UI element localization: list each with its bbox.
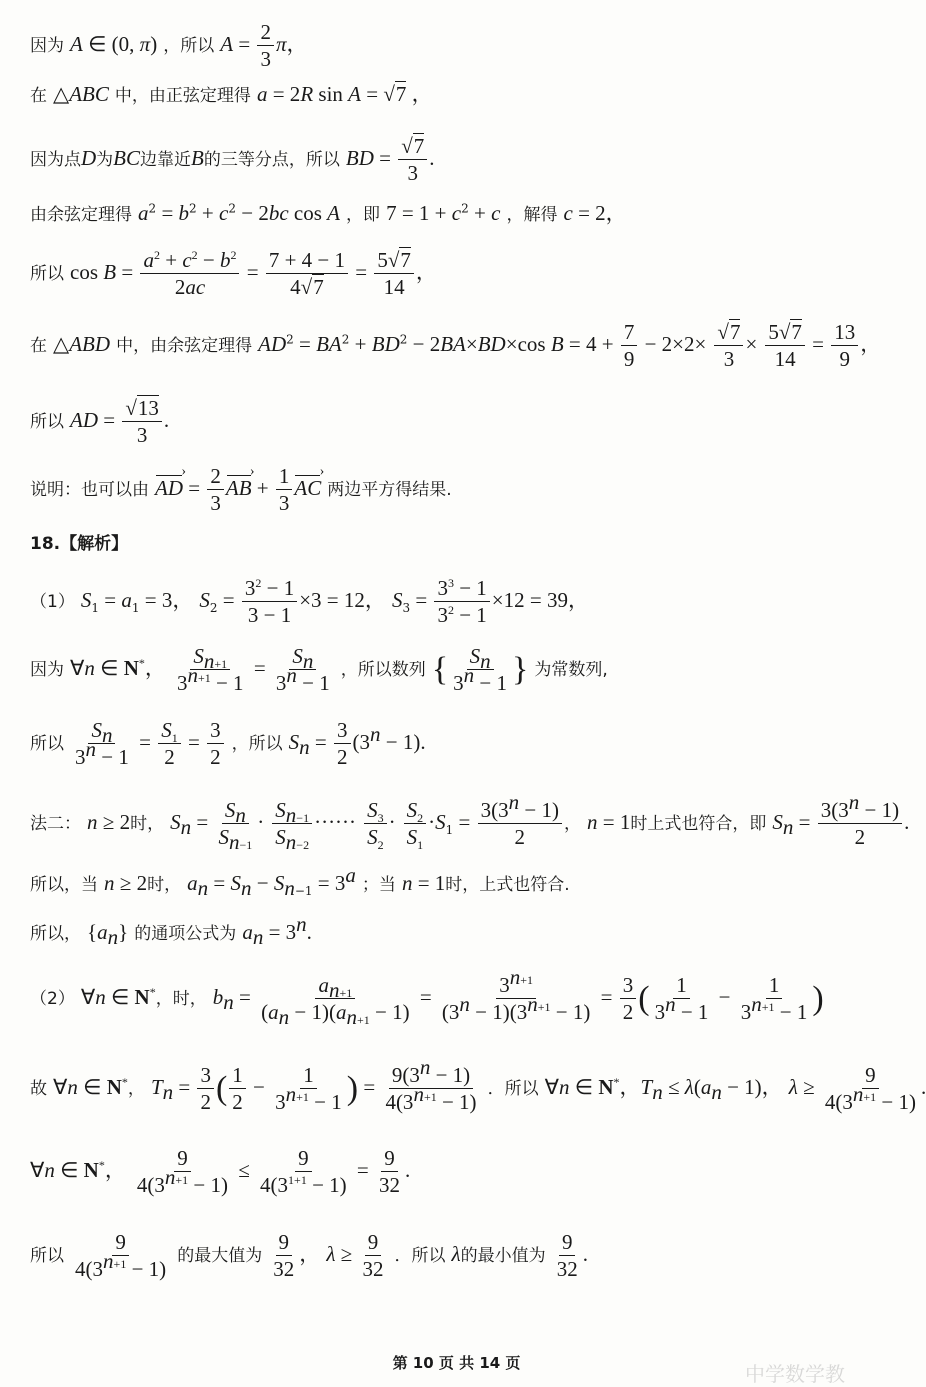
- line-general-term: 所以， $\{a_n\}$ 的通项公式为 $a_n = 3^n$.: [30, 912, 312, 949]
- line-cosine-law-c: 由余弦定理得 $a^2 = b^2 + c^2 - 2bc$ cos A ，即 $7 = 1 + c^2 + c$ ，解得 c = 2，: [30, 201, 627, 225]
- line-part2-bn: （2） ∀n ∈ N*，时， $b_n$ = $\frac{a_{n+1}}{(a_n - 1)(a_{n+1} - 1)}$ = $\frac{3^{n+1}}{(3^n - 1)(3^{n+1} - 1)}$ = $\frac{3}{2}$ ( $\frac{1}{3^n - 1}$ − $\frac{1}{3^{n+1} - 1}$ ): [30, 965, 824, 1030]
- line-cosB: 所以 cos B = $\frac{a^2 + c^2 - b^2}{2ac}$ = $\frac{7 + 4 - 1}{4√7}$ = $\frac{5√7}{14}$ ，: [30, 248, 437, 299]
- watermark: 中学数学教: [745, 1362, 845, 1386]
- line-conclusion: 所以 $\frac{9}{4(3^{n+1} - 1)}$ 的最大值为 $\frac{9}{32}$ ， λ ≥ $\frac{9}{32}$ ．所以 λ的最小值为 $\frac{9}{32}$ .: [30, 1230, 588, 1281]
- line-AD-squared: 在 △ABD 中，由余弦定理得 $AD^2 = BA^2 + BD^2 - 2BA\times BD\times\cos$ B = 4 + $\frac{7}{9}$ − 2×2× $\frac{√7}{3}$ × $\frac{5√7}{14}$ = $\frac{13}{9}$ ，: [30, 320, 882, 371]
- section-18-heading: 18.【解析】: [30, 534, 129, 554]
- line-angle-A: 因为 A ∈ (0, π) ，所以 A = $\frac{2}{3}$ π，: [30, 20, 308, 71]
- line-AD: 所以 AD = $\frac{√13}{3}$ .: [30, 396, 170, 447]
- line-point-D: 因为点D为BC边靠近B的三等分点，所以 BD = $\frac{√7}{3}$ .: [30, 134, 435, 185]
- line-method-two: 法二： n ≥ 2时， $S_n$ = $\frac{S_n}{S_{n-1}}$ · $\frac{S_{n-1}}{S_{n-2}}$ ······ $\frac{S_3}{S_2}$ · $\frac{S_2}{S_1}$ $\cdot S_1$ = $\frac{3(3^n - 1)}{2}$ ， n = 1时上式也符合，即 $S_n$ = $\frac{3(3^n - 1)}{2}$ .: [30, 790, 910, 855]
- page-footer: 第 10 页 共 14 页: [392, 1354, 521, 1372]
- fraction: $\frac{2}{3}$: [257, 22, 274, 70]
- line-sine-law: 在 △ABC 中，由正弦定理得 a = 2R sin A = √7 ，: [30, 82, 433, 106]
- line-part1-S: （1） $S_1 = a_1 = 3$， $S_2$ = $\frac{3^2 - 1}{3 - 1}$ ×3 = 12， $S_3$ = $\frac{3^3 - 1}{3^2 - 1}$ ×12 = 39，: [30, 576, 589, 627]
- line-bound: ∀n ∈ N*， $\frac{9}{4(3^{n+1} - 1)}$ ≤ $\frac{9}{4(3^{1+1} - 1)}$ = $\frac{9}{32}$ .: [30, 1146, 411, 1197]
- line-constant-seq: 因为 ∀n ∈ N*， $\frac{S_{n+1}}{3^{n+1} - 1}$ = $\frac{S_n}{3^n - 1}$ ，所以数列 { $\frac{S_n}{3^n - 1}$ } 为常数列,: [30, 644, 608, 695]
- line-Sn-formula: 所以 $\frac{S_n}{3^n - 1}$ = $\frac{S_1}{2}$ = $\frac{3}{2}$ ，所以 $S_n$ = $\frac{3}{2}$ $(3^n - 1)$.: [30, 718, 426, 769]
- line-note-vector: 说明：也可以由 AD › = $\frac{2}{3}$ AB › + $\frac{1}{3}$ AC › 两边平方得结果.: [30, 466, 452, 514]
- line-Tn: 故 ∀n ∈ N*， $T_n$ = $\frac{3}{2}$ ( $\frac{1}{2}$ − $\frac{1}{3^{n+1} - 1}$ ) = $\frac{9(3^n - 1)}{4(3^{n+1} - 1)}$ ．所以 ∀n ∈ N*，$T_n \le \lambda(a_n - 1)$， λ ≥ $\frac{9}{4(3^{n+1} - 1)}$ .: [30, 1055, 926, 1114]
- line-an-derivation: 所以，当 n ≥ 2时， $a_n = S_n - S_{n-1} = 3^a$ ；当 n = 1时，上式也符合.: [30, 863, 570, 900]
